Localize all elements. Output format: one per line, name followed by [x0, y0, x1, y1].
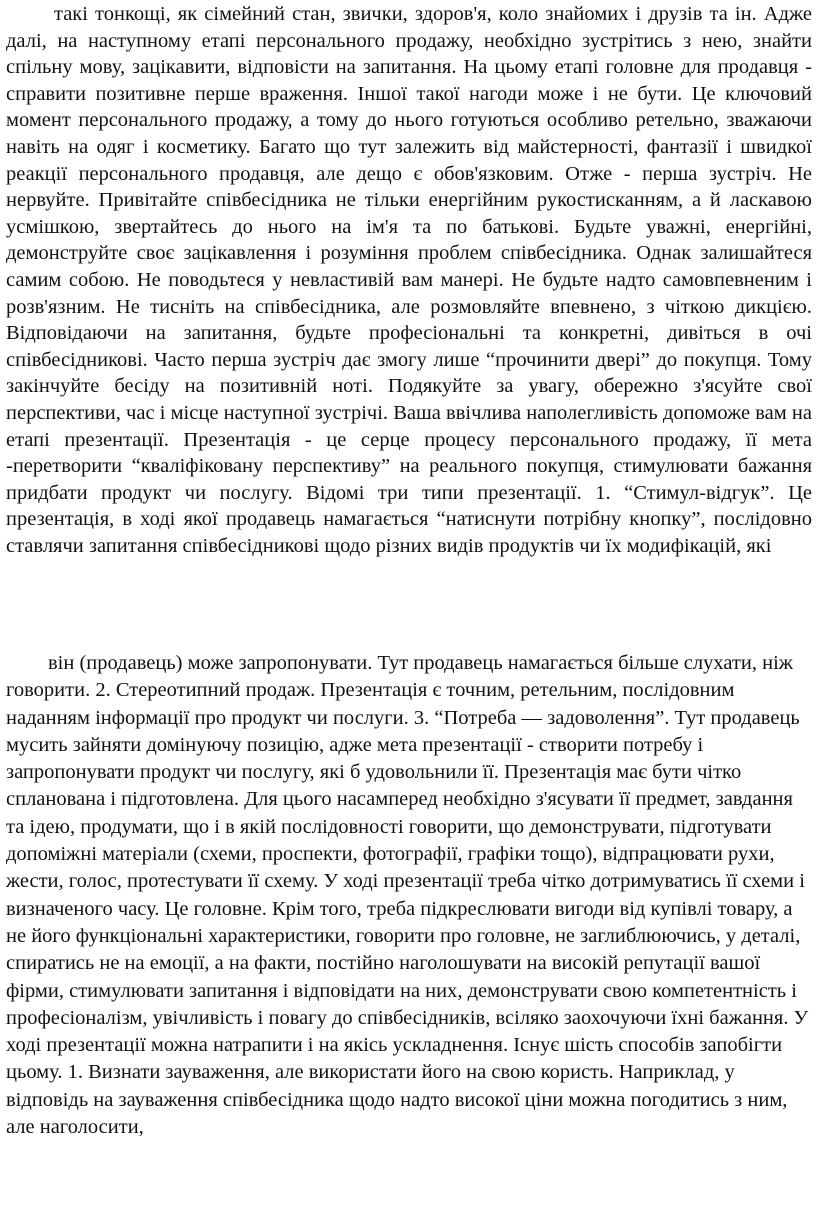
- paragraph-2: [6, 650, 812, 1141]
- paragraph-text: він (продавець) може запропонувати. Тут продавець намагається більше слухати, ніж говорити. 2. Стереотипний продаж. Презентація є точним, ретельним, послідовним наданням інформації про продукт чи послуги. 3. “Потреба — задоволення”. Тут продавець мусить зайняти домінуючу позицію, адже мета презентації - створити потребу і запропонувати продукт чи послугу, які б удовольнили її. Презентація має бути чітко спланована і підготовлена. Для цього насамперед необхідно з'ясувати її предмет, завдання та ідею, продумати, що і в якій послідовності говорити, що демонструвати, підготувати допоміжні матеріали (схеми, проспекти, фотографії, графіки тощо), відпрацювати рухи, жести, голос, протестувати її схему. У ході презентації треба чітко дотримуватись її схеми і визначеного часу. Це головне. Крім того, треба підкреслювати вигоди від купівлі товару, а не його функціональні характеристики, говорити про головне, не заглиблюючись, у деталі, спиратись не на емоції, а на факти, постійно наголошувати на високій репутації вашої фірми, стимулювати запитання і відповідати на них, демонструвати свою компетентність і професіоналізм, увічливість і повагу до співбесідників, всіляко заохочуючи їхні бажання. У ході презентації можна натрапити і на якісь ускладнення. Існує шість способів запобігти цьому. 1. Визнати зауваження, але використати його на свою користь. Наприклад, у відповідь на зауваження співбесідника щодо надто високої ціни можна погодитись з ним, але наголосити,: [6, 652, 809, 1139]
- paragraph-text: такі тонкощі, як сімейний стан, звички, здоров'я, коло знайомих і друзів та ін. Адже далі, на наступному етапі персонального продажу, необхідно зустрітись з нею, знайти спільну мову, зацікавити, відповісти на запитання. На цьому етапі головне для продавця - справити позитивне перше враження. Іншої такої нагоди може і не бути. Це ключовий момент персонального продажу, а тому до нього готуються особливо ретельно, зважаючи навіть на одяг і косметику. Багато що тут залежить від майстерності, фантазії і швидкої реакції персонального продавця, але дещо є обов'язковим. Отже - перша зустріч. Не нервуйте. Привітайте співбесідника не тільки енергійним рукостисканням, а й ласкавою усмішкою, звертайтесь до нього на ім'я та по батькові. Будьте уважні, енергійні, демонструйте своє зацікавлення і розуміння проблем співбесідника. Однак залишайтеся самим собою. Не поводьтеся у невластивій вам манері. Не будьте надто самовпевненим і розв'язним. Не тисніть на співбесідника, але розмовляйте впевнено, з чіткою дикцією. Відповідаючи на запитання, будьте професіональні та конкретні, дивіться в очі співбесідникові. Часто перша зустріч дає змогу лише “прочинити двері” до покупця. Тому закінчуйте бесіду на позитивній ноті. Подякуйте за увагу, обережно з'ясуйте свої перспективи, час і місце наступної зустрічі. Ваша ввічлива наполегливість допоможе вам на етапі презентації. Презентація - це серце процесу персонального продажу, її мета -перетворити “кваліфіковану перспективу” на реального покупця, стимулювати бажання придбати продукт чи послугу. Відомі три типи презентації. 1. “Стимул-відгук”. Це презентація, в ході якої продавець намагається “натиснути потрібну кнопку”, послідовно ставлячи запитання співбесідникові щодо різних видів продуктів чи їх модифікацій, які: [6, 3, 812, 557]
- paragraph-1: [6, 1, 812, 559]
